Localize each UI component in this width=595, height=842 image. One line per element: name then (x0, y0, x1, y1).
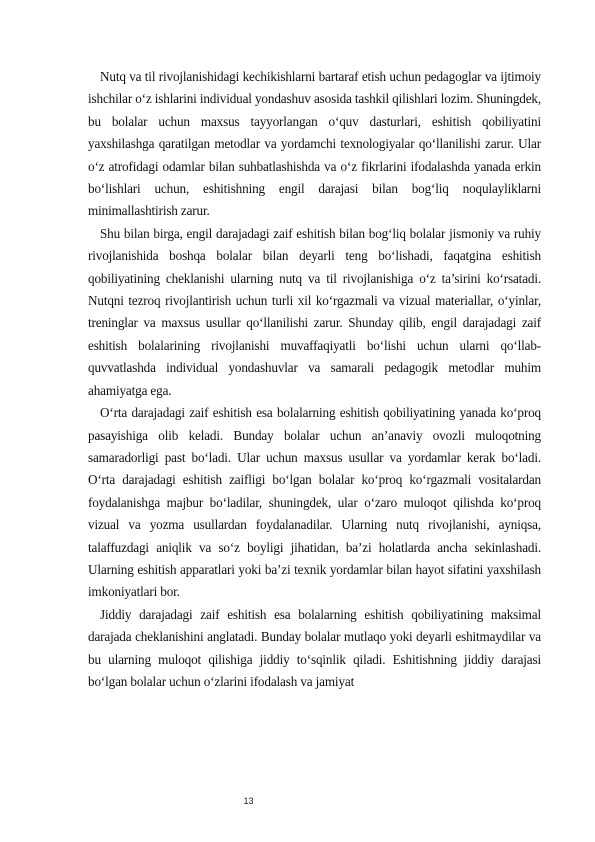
paragraph-2: Shu bilan birga, engil darajadagi zaif eshitish bilan bog‘liq bolalar jismoniy va ruhiy rivojlanishida boshqa bolalar bilan deyarli teng bo‘lishadi, faqatgina eshitish qobiliyatining cheklanishi ularning nutq va til rivojlanishiga o‘z ta’sirini ko‘rsatadi. Nutqni tezroq rivojlantirish uchun turli xil ko‘rgazmali va vizual materiallar, o‘yinlar, treninglar va maxsus usullar qo‘llanilishi zarur. Shunday qilib, engil darajadagi zaif eshitish bolalarining rivojlanishi muvaffaqiyatli bo‘lishi uchun ularni qo‘llab-quvvatlashda individual yondashuvlar va samarali pedagogik metodlar muhim ahamiyatga ega. (88, 225, 541, 398)
document-body (88, 66, 541, 693)
paragraph-4: Jiddiy darajadagi zaif eshitish esa bolalarning eshitish qobiliyatining maksimal darajada cheklanishini anglatadi. Bunday bolalar mutlaqo yoki deyarli eshitmaydilar va bu ularning muloqot qilishiga jiddiy to‘sqinlik qiladi. Eshitishning jiddiy darajasi bo‘lgan bolalar uchun o‘zlarini ifodalash va jamiyat (88, 606, 541, 689)
page-number: 13 (243, 796, 254, 806)
paragraph-1: Nutq va til rivojlanishidagi kechikishlarni bartaraf etish uchun pedagoglar va ijtimoiy ishchilar o‘z ishlarini individual yondashuv asosida tashkil qilishlari lozim. Shuningdek, bu bolalar uchun maxsus tayyorlangan o‘quv dasturlari, eshitish qobiliyatini yaxshilashga qaratilgan metodlar va yordamchi texnologiyalar qo‘llanilishi zarur. Ular o‘z atrofidagi odamlar bilan suhbatlashishda va o‘z fikrlarini ifodalashda yanada erkin bo‘lishlari uchun, eshitishning engil darajasi bilan bog‘liq noqulayliklarni minimallashtirish zarur. (88, 69, 541, 219)
paragraph-3: O‘rta darajadagi zaif eshitish esa bolalarning eshitish qobiliyatining yanada ko‘proq pasayishiga olib keladi. Bunday bolalar uchun an’anaviy ovozli muloqotning samaradorligi past bo‘ladi. Ular uchun maxsus usullar va yordamlar kerak bo‘ladi. O‘rta darajadagi eshitish zaifligi bo‘lgan bolalar ko‘proq ko‘rgazmali vositalardan foydalanishga majbur bo‘ladilar, shuningdek, ular o‘zaro muloqot qilishda ko‘proq vizual va yozma usullardan foydalanadilar. Ularning nutq rivojlanishi, ayniqsa, talaffuzdagi aniqlik va so‘z boyligi jihatidan, ba’zi holatlarda ancha sekinlashadi. Ularning eshitish apparatlari yoki ba’zi texnik yordamlar bilan hayot sifatini yaxshilash imkoniyatlari bor. (88, 405, 541, 600)
